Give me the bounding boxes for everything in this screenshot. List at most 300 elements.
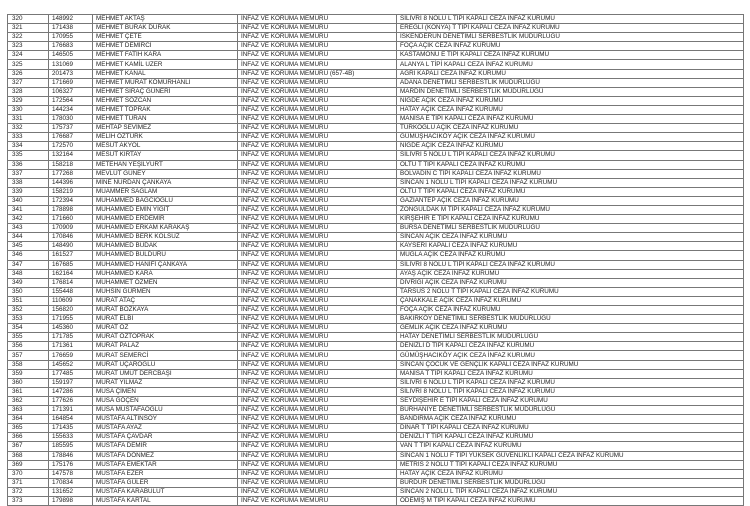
assigned-institution-cell: TÜRKOĞLU AÇIK CEZA İNFAZ KURUMU xyxy=(397,124,744,133)
row-number-cell: 373 xyxy=(8,496,49,505)
job-title-cell: İNFAZ VE KORUMA MEMURU xyxy=(238,251,397,260)
job-title-cell: İNFAZ VE KORUMA MEMURU xyxy=(238,387,397,396)
assigned-institution-cell: MANİSA T TİPİ KAPALI CEZA İNFAZ KURUMU xyxy=(397,369,744,378)
full-name-cell: MUSTAFA ÇAVDAR xyxy=(93,433,238,442)
full-name-cell: METEHAN YEŞİLYURT xyxy=(93,160,238,169)
job-title-cell: İNFAZ VE KORUMA MEMURU xyxy=(238,105,397,114)
assigned-institution-cell: EREĞLİ (KONYA) T TİPİ KAPALI CEZA İNFAZ KURUMU xyxy=(397,24,744,33)
row-number-cell: 362 xyxy=(8,396,49,405)
job-title-cell: İNFAZ VE KORUMA MEMURU xyxy=(238,96,397,105)
job-title-cell: İNFAZ VE KORUMA MEMURU xyxy=(238,169,397,178)
personnel-table xyxy=(7,14,744,506)
row-number-cell: 367 xyxy=(8,442,49,451)
full-name-cell: MEHMET BURAK DURAK xyxy=(93,24,238,33)
table-row xyxy=(8,396,744,405)
full-name-cell: MESUT AKYOL xyxy=(93,142,238,151)
table-row xyxy=(8,287,744,296)
row-number-cell: 368 xyxy=(8,451,49,460)
full-name-cell: MUSTAFA DEMİR xyxy=(93,442,238,451)
row-number-cell: 364 xyxy=(8,415,49,424)
table-row xyxy=(8,105,744,114)
full-name-cell: MURAT PALAZ xyxy=(93,342,238,351)
registry-number-cell: 171660 xyxy=(49,215,93,224)
row-number-cell: 369 xyxy=(8,460,49,469)
assigned-institution-cell: GAZİANTEP AÇIK CEZA İNFAZ KURUMU xyxy=(397,196,744,205)
registry-number-cell: 110609 xyxy=(49,296,93,305)
registry-number-cell: 147578 xyxy=(49,469,93,478)
assigned-institution-cell: İSKENDERUN DENETİMLİ SERBESTLİK MÜDÜRLÜĞÜ xyxy=(397,33,744,42)
table-row xyxy=(8,224,744,233)
job-title-cell: İNFAZ VE KORUMA MEMURU xyxy=(238,215,397,224)
full-name-cell: MEHMET FATİH KARA xyxy=(93,51,238,60)
job-title-cell: İNFAZ VE KORUMA MEMURU xyxy=(238,233,397,242)
full-name-cell: MEHMET MURAT KÖMÜRHANLI xyxy=(93,78,238,87)
assigned-institution-cell: SİNCAN 1 NOLU L TİPİ KAPALI CEZA İNFAZ KURUMU xyxy=(397,178,744,187)
assigned-institution-cell: VAN T TİPİ KAPALI CEZA İNFAZ KURUMU xyxy=(397,442,744,451)
registry-number-cell: 161527 xyxy=(49,251,93,260)
row-number-cell: 329 xyxy=(8,96,49,105)
assigned-institution-cell: SİNCAN 2 NOLU L TİPİ KAPALI CEZA İNFAZ KURUMU xyxy=(397,487,744,496)
assigned-institution-cell: AYAŞ AÇIK CEZA İNFAZ KURUMU xyxy=(397,269,744,278)
registry-number-cell: 155448 xyxy=(49,287,93,296)
row-number-cell: 333 xyxy=(8,133,49,142)
assigned-institution-cell: NİĞDE AÇIK CEZA İNFAZ KURUMU xyxy=(397,142,744,151)
assigned-institution-cell: BURHANİYE DENETİMLİ SERBESTLİK MÜDÜRLÜĞÜ xyxy=(397,406,744,415)
assigned-institution-cell: GÜMÜŞHACIKÖY AÇIK CEZA İNFAZ KURUMU xyxy=(397,133,744,142)
row-number-cell: 361 xyxy=(8,387,49,396)
full-name-cell: MUSTAFA ALTINSOY xyxy=(93,415,238,424)
full-name-cell: MEHMET SÖZCAN xyxy=(93,96,238,105)
job-title-cell: İNFAZ VE KORUMA MEMURU xyxy=(238,415,397,424)
assigned-institution-cell: SİLİVRİ 8 NOLU L TİPİ KAPALI CEZA İNFAZ KURUMU xyxy=(397,387,744,396)
full-name-cell: MURAT ÖZ xyxy=(93,324,238,333)
registry-number-cell: 178898 xyxy=(49,205,93,214)
full-name-cell: MİNE NURDAN ÇANKAYA xyxy=(93,178,238,187)
row-number-cell: 354 xyxy=(8,324,49,333)
table-row xyxy=(8,215,744,224)
registry-number-cell: 158219 xyxy=(49,187,93,196)
table-row xyxy=(8,260,744,269)
assigned-institution-cell: KIRŞEHİR E TİPİ KAPALI CEZA İNFAZ KURUMU xyxy=(397,215,744,224)
row-number-cell: 348 xyxy=(8,269,49,278)
row-number-cell: 359 xyxy=(8,369,49,378)
registry-number-cell: 170846 xyxy=(49,233,93,242)
assigned-institution-cell: DİVRİĞİ AÇIK CEZA İNFAZ KURUMU xyxy=(397,278,744,287)
assigned-institution-cell: DİNAR T TİPİ KAPALI CEZA İNFAZ KURUMU xyxy=(397,424,744,433)
job-title-cell: İNFAZ VE KORUMA MEMURU xyxy=(238,396,397,405)
assigned-institution-cell: BANDIRMA AÇIK CEZA İNFAZ KURUMU xyxy=(397,415,744,424)
assigned-institution-cell: SİNCAN ÇOCUK VE GENÇLİK KAPALI CEZA İNFAZ KURUMU xyxy=(397,360,744,369)
registry-number-cell: 172564 xyxy=(49,96,93,105)
job-title-cell: İNFAZ VE KORUMA MEMURU xyxy=(238,324,397,333)
assigned-institution-cell: SİLİVRİ 8 NOLU L TİPİ KAPALI CEZA İNFAZ KURUMU xyxy=(397,260,744,269)
assigned-institution-cell: HATAY AÇIK CEZA İNFAZ KURUMU xyxy=(397,105,744,114)
row-number-cell: 320 xyxy=(8,15,49,24)
row-number-cell: 340 xyxy=(8,196,49,205)
registry-number-cell: 144234 xyxy=(49,105,93,114)
assigned-institution-cell: DENİZLİ T TİPİ KAPALI CEZA İNFAZ KURUMU xyxy=(397,433,744,442)
job-title-cell: İNFAZ VE KORUMA MEMURU xyxy=(238,424,397,433)
assigned-institution-cell: GÜMÜŞHACIKÖY AÇIK CEZA İNFAZ KURUMU xyxy=(397,351,744,360)
table-row xyxy=(8,205,744,214)
row-number-cell: 365 xyxy=(8,424,49,433)
job-title-cell: İNFAZ VE KORUMA MEMURU xyxy=(238,24,397,33)
assigned-institution-cell: KAYSERİ KAPALI CEZA İNFAZ KURUMU xyxy=(397,242,744,251)
registry-number-cell: 172570 xyxy=(49,142,93,151)
table-row xyxy=(8,151,744,160)
registry-number-cell: 178030 xyxy=(49,115,93,124)
table-row xyxy=(8,315,744,324)
job-title-cell: İNFAZ VE KORUMA MEMURU xyxy=(238,160,397,169)
assigned-institution-cell: ADANA DENETİMLİ SERBESTLİK MÜDÜRLÜĞÜ xyxy=(397,78,744,87)
assigned-institution-cell: TARSUS 2 NOLU T TİPİ KAPALI CEZA İNFAZ KURUMU xyxy=(397,287,744,296)
full-name-cell: MUHAMMET ÖZMEN xyxy=(93,278,238,287)
assigned-institution-cell: KASTAMONU E TİPİ KAPALI CEZA İNFAZ KURUMU xyxy=(397,51,744,60)
full-name-cell: MURAT UÇAROĞLU xyxy=(93,360,238,369)
row-number-cell: 372 xyxy=(8,487,49,496)
registry-number-cell: 176814 xyxy=(49,278,93,287)
job-title-cell: İNFAZ VE KORUMA MEMURU xyxy=(238,342,397,351)
table-row xyxy=(8,469,744,478)
full-name-cell: MUSA MUSTAFAOĞLU xyxy=(93,406,238,415)
row-number-cell: 331 xyxy=(8,115,49,124)
row-number-cell: 330 xyxy=(8,105,49,114)
registry-number-cell: 146505 xyxy=(49,51,93,60)
full-name-cell: MUSTAFA EMEKTAR xyxy=(93,460,238,469)
table-row xyxy=(8,487,744,496)
registry-number-cell: 171438 xyxy=(49,24,93,33)
row-number-cell: 346 xyxy=(8,251,49,260)
row-number-cell: 370 xyxy=(8,469,49,478)
registry-number-cell: 176687 xyxy=(49,133,93,142)
table-row xyxy=(8,387,744,396)
full-name-cell: MURAT ATAÇ xyxy=(93,296,238,305)
table-row xyxy=(8,15,744,24)
personnel-table-body xyxy=(8,15,744,506)
job-title-cell: İNFAZ VE KORUMA MEMURU (657-4B) xyxy=(238,69,397,78)
table-row xyxy=(8,142,744,151)
job-title-cell: İNFAZ VE KORUMA MEMURU xyxy=(238,287,397,296)
table-row xyxy=(8,360,744,369)
assigned-institution-cell: HATAY AÇIK CEZA İNFAZ KURUMU xyxy=(397,469,744,478)
table-row xyxy=(8,42,744,51)
table-row xyxy=(8,333,744,342)
full-name-cell: MUSTAFA KARABULUT xyxy=(93,487,238,496)
registry-number-cell: 159197 xyxy=(49,378,93,387)
row-number-cell: 332 xyxy=(8,124,49,133)
table-row xyxy=(8,351,744,360)
assigned-institution-cell: SİNCAN 1 NOLU F TİPİ YÜKSEK GÜVENLİKLİ KAPALI CEZA İNFAZ KURUMU xyxy=(397,451,744,460)
registry-number-cell: 155633 xyxy=(49,433,93,442)
full-name-cell: MEHMET SIRAÇ GÜNERİ xyxy=(93,87,238,96)
table-row xyxy=(8,115,744,124)
row-number-cell: 327 xyxy=(8,78,49,87)
job-title-cell: İNFAZ VE KORUMA MEMURU xyxy=(238,451,397,460)
full-name-cell: MURAT ELBİ xyxy=(93,315,238,324)
registry-number-cell: 147286 xyxy=(49,387,93,396)
assigned-institution-cell: BURSA DENETİMLİ SERBESTLİK MÜDÜRLÜĞÜ xyxy=(397,224,744,233)
table-row xyxy=(8,51,744,60)
full-name-cell: MUHSİN GÜRMEN xyxy=(93,287,238,296)
table-row xyxy=(8,87,744,96)
job-title-cell: İNFAZ VE KORUMA MEMURU xyxy=(238,306,397,315)
assigned-institution-cell: FOÇA AÇIK CEZA İNFAZ KURUMU xyxy=(397,306,744,315)
full-name-cell: MUAMMER SAĞLAM xyxy=(93,187,238,196)
full-name-cell: MEHMET AKTAŞ xyxy=(93,15,238,24)
row-number-cell: 363 xyxy=(8,406,49,415)
assigned-institution-cell: OLTU T TİPİ KAPALI CEZA İNFAZ KURUMU xyxy=(397,187,744,196)
registry-number-cell: 179898 xyxy=(49,496,93,505)
registry-number-cell: 171361 xyxy=(49,342,93,351)
table-row xyxy=(8,242,744,251)
job-title-cell: İNFAZ VE KORUMA MEMURU xyxy=(238,196,397,205)
table-row xyxy=(8,478,744,487)
row-number-cell: 337 xyxy=(8,169,49,178)
row-number-cell: 328 xyxy=(8,87,49,96)
job-title-cell: İNFAZ VE KORUMA MEMURU xyxy=(238,205,397,214)
registry-number-cell: 162164 xyxy=(49,269,93,278)
job-title-cell: İNFAZ VE KORUMA MEMURU xyxy=(238,406,397,415)
assigned-institution-cell: SEYDİŞEHİR E TİPİ KAPALI CEZA İNFAZ KURUMU xyxy=(397,396,744,405)
assigned-institution-cell: GEMLİK AÇIK CEZA İNFAZ KURUMU xyxy=(397,324,744,333)
job-title-cell: İNFAZ VE KORUMA MEMURU xyxy=(238,78,397,87)
registry-number-cell: 144396 xyxy=(49,178,93,187)
row-number-cell: 371 xyxy=(8,478,49,487)
assigned-institution-cell: OLTU T TİPİ KAPALI CEZA İNFAZ KURUMU xyxy=(397,160,744,169)
table-row xyxy=(8,60,744,69)
registry-number-cell: 158218 xyxy=(49,160,93,169)
registry-number-cell: 131069 xyxy=(49,60,93,69)
job-title-cell: İNFAZ VE KORUMA MEMURU xyxy=(238,378,397,387)
registry-number-cell: 145652 xyxy=(49,360,93,369)
assigned-institution-cell: ALANYA L TİPİ KAPALI CEZA İNFAZ KURUMU xyxy=(397,60,744,69)
full-name-cell: MUHAMMED EMİN YİĞİT xyxy=(93,205,238,214)
registry-number-cell: 177485 xyxy=(49,369,93,378)
row-number-cell: 355 xyxy=(8,333,49,342)
job-title-cell: İNFAZ VE KORUMA MEMURU xyxy=(238,269,397,278)
job-title-cell: İNFAZ VE KORUMA MEMURU xyxy=(238,124,397,133)
registry-number-cell: 176659 xyxy=(49,351,93,360)
assigned-institution-cell: ÇANAKKALE AÇIK CEZA İNFAZ KURUMU xyxy=(397,296,744,305)
job-title-cell: İNFAZ VE KORUMA MEMURU xyxy=(238,351,397,360)
full-name-cell: MUHAMMED ERDEMİR xyxy=(93,215,238,224)
full-name-cell: MESUT KIRTAY xyxy=(93,151,238,160)
full-name-cell: MUHAMMED ERKAM KARAKAŞ xyxy=(93,224,238,233)
job-title-cell: İNFAZ VE KORUMA MEMURU xyxy=(238,333,397,342)
registry-number-cell: 175176 xyxy=(49,460,93,469)
row-number-cell: 322 xyxy=(8,33,49,42)
row-number-cell: 342 xyxy=(8,215,49,224)
table-row xyxy=(8,369,744,378)
registry-number-cell: 175737 xyxy=(49,124,93,133)
job-title-cell: İNFAZ VE KORUMA MEMURU xyxy=(238,15,397,24)
table-row xyxy=(8,69,744,78)
full-name-cell: MEHMET KANAL xyxy=(93,69,238,78)
full-name-cell: MUHAMMED KARA xyxy=(93,269,238,278)
job-title-cell: İNFAZ VE KORUMA MEMURU xyxy=(238,442,397,451)
table-row xyxy=(8,424,744,433)
assigned-institution-cell: METRİS 2 NOLU T TİPİ KAPALI CEZA İNFAZ KURUMU xyxy=(397,460,744,469)
full-name-cell: MUSTAFA KARTAL xyxy=(93,496,238,505)
row-number-cell: 353 xyxy=(8,315,49,324)
registry-number-cell: 171435 xyxy=(49,424,93,433)
row-number-cell: 347 xyxy=(8,260,49,269)
row-number-cell: 357 xyxy=(8,351,49,360)
registry-number-cell: 176683 xyxy=(49,42,93,51)
row-number-cell: 325 xyxy=(8,60,49,69)
full-name-cell: MUHAMMED HANİFİ ÇANKAYA xyxy=(93,260,238,269)
table-row xyxy=(8,496,744,505)
full-name-cell: MUSTAFA DÖNMEZ xyxy=(93,451,238,460)
registry-number-cell: 170834 xyxy=(49,478,93,487)
table-row xyxy=(8,124,744,133)
table-row xyxy=(8,187,744,196)
job-title-cell: İNFAZ VE KORUMA MEMURU xyxy=(238,60,397,69)
row-number-cell: 343 xyxy=(8,224,49,233)
table-row xyxy=(8,78,744,87)
table-row xyxy=(8,460,744,469)
assigned-institution-cell: ZONGULDAK M TİPİ KAPALI CEZA İNFAZ KURUMU xyxy=(397,205,744,214)
table-row xyxy=(8,406,744,415)
job-title-cell: İNFAZ VE KORUMA MEMURU xyxy=(238,42,397,51)
registry-number-cell: 131652 xyxy=(49,487,93,496)
assigned-institution-cell: MANİSA E TİPİ KAPALI CEZA İNFAZ KURUMU xyxy=(397,115,744,124)
full-name-cell: MEHMET ÇETE xyxy=(93,33,238,42)
table-row xyxy=(8,33,744,42)
table-row xyxy=(8,324,744,333)
job-title-cell: İNFAZ VE KORUMA MEMURU xyxy=(238,242,397,251)
job-title-cell: İNFAZ VE KORUMA MEMURU xyxy=(238,315,397,324)
full-name-cell: MUSA ÇİMEN xyxy=(93,387,238,396)
job-title-cell: İNFAZ VE KORUMA MEMURU xyxy=(238,224,397,233)
registry-number-cell: 132164 xyxy=(49,151,93,160)
full-name-cell: MELİH ÖZTÜRK xyxy=(93,133,238,142)
full-name-cell: MEVLÜT GÜNEY xyxy=(93,169,238,178)
full-name-cell: MEHMET TOPRAK xyxy=(93,105,238,114)
table-row xyxy=(8,160,744,169)
table-row xyxy=(8,169,744,178)
registry-number-cell: 171391 xyxy=(49,406,93,415)
row-number-cell: 321 xyxy=(8,24,49,33)
table-row xyxy=(8,306,744,315)
table-row xyxy=(8,415,744,424)
row-number-cell: 352 xyxy=(8,306,49,315)
assigned-institution-cell: SİLİVRİ 8 NOLU L TİPİ KAPALI CEZA İNFAZ KURUMU xyxy=(397,15,744,24)
row-number-cell: 324 xyxy=(8,51,49,60)
row-number-cell: 338 xyxy=(8,178,49,187)
table-row xyxy=(8,233,744,242)
table-row xyxy=(8,342,744,351)
job-title-cell: İNFAZ VE KORUMA MEMURU xyxy=(238,87,397,96)
row-number-cell: 349 xyxy=(8,278,49,287)
table-row xyxy=(8,251,744,260)
table-row xyxy=(8,133,744,142)
assigned-institution-cell: SİLİVRİ 5 NOLU L TİPİ KAPALI CEZA İNFAZ KURUMU xyxy=(397,151,744,160)
assigned-institution-cell: ÖDEMİŞ M TİPİ KAPALI CEZA İNFAZ KURUMU xyxy=(397,496,744,505)
assigned-institution-cell: SİNCAN AÇIK CEZA İNFAZ KURUMU xyxy=(397,233,744,242)
full-name-cell: MUSA GÖÇEN xyxy=(93,396,238,405)
full-name-cell: MUSTAFA EZER xyxy=(93,469,238,478)
row-number-cell: 326 xyxy=(8,69,49,78)
registry-number-cell: 171669 xyxy=(49,78,93,87)
job-title-cell: İNFAZ VE KORUMA MEMURU xyxy=(238,115,397,124)
registry-number-cell: 148992 xyxy=(49,15,93,24)
job-title-cell: İNFAZ VE KORUMA MEMURU xyxy=(238,151,397,160)
job-title-cell: İNFAZ VE KORUMA MEMURU xyxy=(238,360,397,369)
assigned-institution-cell: SİLİVRİ 6 NOLU L TİPİ KAPALI CEZA İNFAZ KURUMU xyxy=(397,378,744,387)
registry-number-cell: 170909 xyxy=(49,224,93,233)
registry-number-cell: 172394 xyxy=(49,196,93,205)
table-row xyxy=(8,296,744,305)
registry-number-cell: 106327 xyxy=(49,87,93,96)
table-row xyxy=(8,24,744,33)
job-title-cell: İNFAZ VE KORUMA MEMURU xyxy=(238,133,397,142)
job-title-cell: İNFAZ VE KORUMA MEMURU xyxy=(238,33,397,42)
registry-number-cell: 201473 xyxy=(49,69,93,78)
row-number-cell: 336 xyxy=(8,160,49,169)
full-name-cell: MUSTAFA AYAZ xyxy=(93,424,238,433)
job-title-cell: İNFAZ VE KORUMA MEMURU xyxy=(238,51,397,60)
row-number-cell: 351 xyxy=(8,296,49,305)
registry-number-cell: 156820 xyxy=(49,306,93,315)
table-row xyxy=(8,178,744,187)
job-title-cell: İNFAZ VE KORUMA MEMURU xyxy=(238,496,397,505)
job-title-cell: İNFAZ VE KORUMA MEMURU xyxy=(238,478,397,487)
assigned-institution-cell: AĞRI KAPALI CEZA İNFAZ KURUMU xyxy=(397,69,744,78)
assigned-institution-cell: HATAY DENETİMLİ SERBESTLİK MÜDÜRLÜĞÜ xyxy=(397,333,744,342)
assigned-institution-cell: FOÇA AÇIK CEZA İNFAZ KURUMU xyxy=(397,42,744,51)
full-name-cell: MURAT UMUT DERCBAŞI xyxy=(93,369,238,378)
job-title-cell: İNFAZ VE KORUMA MEMURU xyxy=(238,469,397,478)
full-name-cell: MUSTAFA GÜLER xyxy=(93,478,238,487)
assigned-institution-cell: BAKIRKÖY DENETİMLİ SERBESTLİK MÜDÜRLÜĞÜ xyxy=(397,315,744,324)
table-row xyxy=(8,433,744,442)
full-name-cell: MURAT YILMAZ xyxy=(93,378,238,387)
full-name-cell: MUHAMMED BULDURU xyxy=(93,251,238,260)
full-name-cell: MURAT BOZKAYA xyxy=(93,306,238,315)
job-title-cell: İNFAZ VE KORUMA MEMURU xyxy=(238,178,397,187)
assigned-institution-cell: BURDUR DENETİMLİ SERBESTLİK MÜDÜRLÜĞÜ xyxy=(397,478,744,487)
job-title-cell: İNFAZ VE KORUMA MEMURU xyxy=(238,296,397,305)
table-row xyxy=(8,196,744,205)
table-row xyxy=(8,451,744,460)
table-row xyxy=(8,378,744,387)
registry-number-cell: 178846 xyxy=(49,451,93,460)
registry-number-cell: 170955 xyxy=(49,33,93,42)
job-title-cell: İNFAZ VE KORUMA MEMURU xyxy=(238,260,397,269)
registry-number-cell: 167685 xyxy=(49,260,93,269)
full-name-cell: MUHAMMED BUDAK xyxy=(93,242,238,251)
full-name-cell: MURAT SEMERCİ xyxy=(93,351,238,360)
registry-number-cell: 185595 xyxy=(49,442,93,451)
registry-number-cell: 171785 xyxy=(49,333,93,342)
row-number-cell: 358 xyxy=(8,360,49,369)
row-number-cell: 339 xyxy=(8,187,49,196)
assigned-institution-cell: DENİZLİ D TİPİ KAPALI CEZA İNFAZ KURUMU xyxy=(397,342,744,351)
full-name-cell: MEHTAP SEVİMEZ xyxy=(93,124,238,133)
full-name-cell: MEHMET TURAN xyxy=(93,115,238,124)
table-row xyxy=(8,96,744,105)
job-title-cell: İNFAZ VE KORUMA MEMURU xyxy=(238,142,397,151)
full-name-cell: MURAT ÖZTOPRAK xyxy=(93,333,238,342)
row-number-cell: 356 xyxy=(8,342,49,351)
assigned-institution-cell: MARDİN DENETİMLİ SERBESTLİK MÜDÜRLÜĞÜ xyxy=(397,87,744,96)
registry-number-cell: 177626 xyxy=(49,396,93,405)
job-title-cell: İNFAZ VE KORUMA MEMURU xyxy=(238,369,397,378)
job-title-cell: İNFAZ VE KORUMA MEMURU xyxy=(238,278,397,287)
full-name-cell: MUHAMMED BAĞCIOĞLU xyxy=(93,196,238,205)
row-number-cell: 344 xyxy=(8,233,49,242)
